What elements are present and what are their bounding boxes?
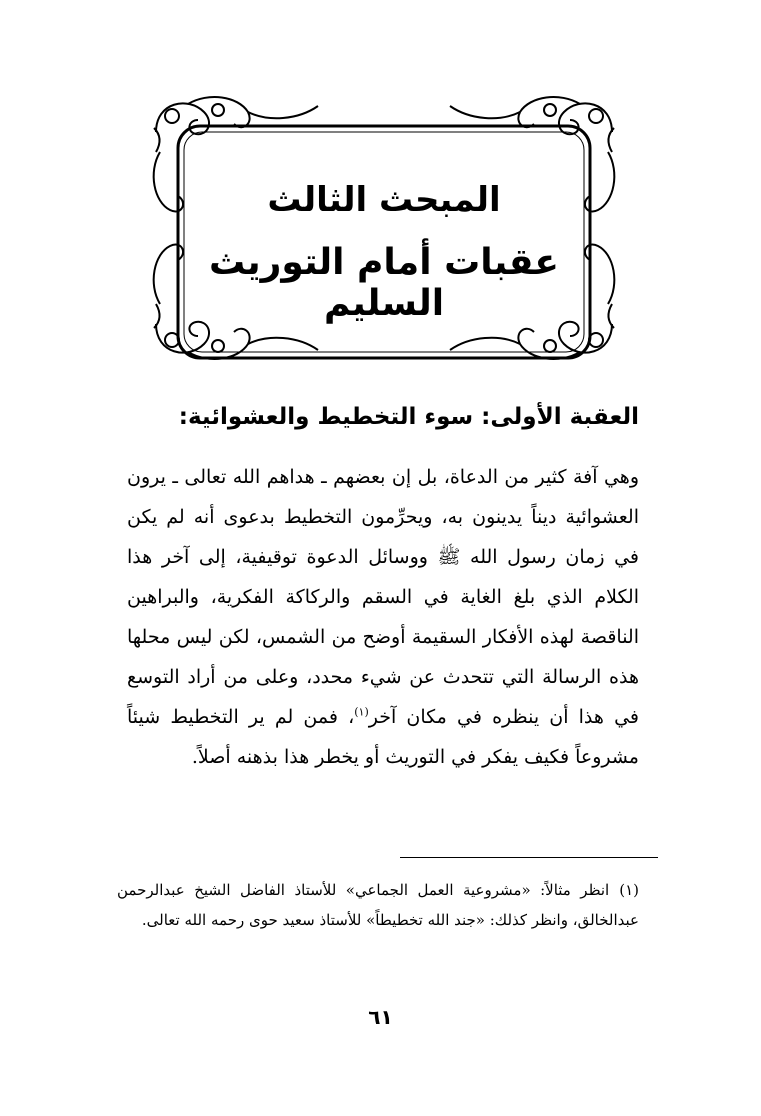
chapter-title-line-1: المبحث الثالث: [267, 180, 501, 220]
section-heading: العقبة الأولى: سوء التخطيط والعشوائية:: [178, 404, 639, 430]
paragraph-part-1: وهي آفة كثير من الدعاة، بل إن بعضهم ـ هداهم الله تعالى ـ يرون العشوائية ديناً يدينون به، ويحرِّمون التخطيط بدعوى أنه لم يكن في زمان رسول الله ﷺ ووسائل الدعوة توقيفية، إلى آخر هذا الكلام الذي بلغ الغاية في السقم والركاكة الفكرية، والبراهين الناقصة لهذه الأفكار السقيمة أوضح من الشمس، لكن ليس محلها هذه الرسالة التي تتحدث عن شيء محدد، وعلى من أراد التوسع في هذا أن ينظره في مكان آخر: [127, 466, 639, 728]
chapter-title-line-2: عقبات أمام التوريث السليم: [209, 242, 559, 324]
footnote-text: انظر مثالاً: «مشروعية العمل الجماعي» للأستاذ الفاضل الشيخ عبدالرحمن عبدالخالق، وانظر كذلك: «جند الله تخطيطاً» للأستاذ سعيد حوى رحمه الله تعالى.: [117, 881, 639, 929]
footnote: [117, 875, 639, 935]
paragraph-part-2: ، فمن لم ير التخطيط شيئاً مشروعاً فكيف يفكر في التوريث أو يخطر هذا بذهنه أصلاً.: [127, 706, 639, 768]
body-paragraph: [127, 457, 639, 777]
footnote-separator: [400, 857, 658, 858]
footnote-reference[interactable]: (١): [354, 705, 369, 719]
page-number: ٦١: [368, 1005, 393, 1029]
chapter-title-frame: [148, 92, 620, 364]
footnote-number: (١): [619, 881, 639, 899]
